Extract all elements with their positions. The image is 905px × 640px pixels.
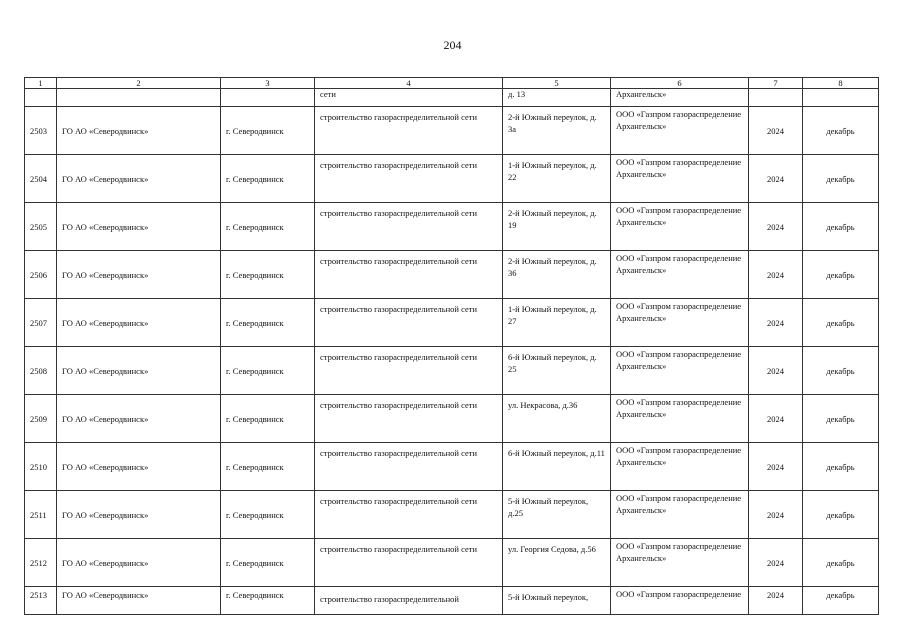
work-type-cell: строительство газораспределительной сети <box>315 491 503 539</box>
year-cell: 2024 <box>749 251 803 299</box>
organization-cell: ООО «Газпром газораспределение Архангельск» <box>611 491 749 539</box>
year-cell: 2024 <box>749 491 803 539</box>
month-cell: декабрь <box>803 299 879 347</box>
address-cell: д. 13 <box>503 89 611 107</box>
year-cell: 2024 <box>749 299 803 347</box>
address-cell: 1-й Южный переулок, д. 22 <box>503 155 611 203</box>
organization-cell: ООО «Газпром газораспределение Архангельск» <box>611 395 749 443</box>
work-type-cell: строительство газораспределительной сети <box>315 347 503 395</box>
locality-cell: г. Северодвинск <box>221 491 315 539</box>
year-cell: 2024 <box>749 587 803 615</box>
organization-cell: ООО «Газпром газораспределение <box>611 587 749 615</box>
year-cell: 2024 <box>749 347 803 395</box>
municipality-cell: ГО АО «Северодвинск» <box>57 395 221 443</box>
column-header: 2 <box>57 78 221 89</box>
month-cell: декабрь <box>803 155 879 203</box>
municipality-cell: ГО АО «Северодвинск» <box>57 539 221 587</box>
organization-cell: ООО «Газпром газораспределение Архангельск» <box>611 299 749 347</box>
table-cell <box>25 89 57 107</box>
table-row <box>25 587 879 615</box>
municipality-cell: ГО АО «Северодвинск» <box>57 251 221 299</box>
column-header: 1 <box>25 78 57 89</box>
organization-cell: ООО «Газпром газораспределение Архангельск» <box>611 347 749 395</box>
work-type-cell: сети <box>315 89 503 107</box>
address-cell: 2-й Южный переулок, д. 3а <box>503 107 611 155</box>
table-cell <box>803 89 879 107</box>
page-number: 204 <box>443 38 462 52</box>
table-cell <box>57 89 221 107</box>
locality-cell: г. Северодвинск <box>221 107 315 155</box>
address-cell: ул. Некрасова, д.36 <box>503 395 611 443</box>
organization-cell: Архангельск» <box>611 89 749 107</box>
work-type-cell: строительство газораспределительной сети <box>315 251 503 299</box>
year-cell: 2024 <box>749 395 803 443</box>
month-cell: декабрь <box>803 107 879 155</box>
locality-cell: г. Северодвинск <box>221 587 315 615</box>
table-row <box>25 251 879 299</box>
organization-cell: ООО «Газпром газораспределение Архангельск» <box>611 251 749 299</box>
column-header: 3 <box>221 78 315 89</box>
column-header: 8 <box>803 78 879 89</box>
address-cell: ул. Георгия Седова, д.56 <box>503 539 611 587</box>
work-type-cell: строительство газораспределительной сети <box>315 395 503 443</box>
row-number-cell: 2511 <box>25 491 57 539</box>
organization-cell: ООО «Газпром газораспределение Архангельск» <box>611 443 749 491</box>
column-number-header <box>25 78 879 89</box>
address-cell: 2-й Южный переулок, д. 19 <box>503 203 611 251</box>
locality-cell: г. Северодвинск <box>221 299 315 347</box>
table-row <box>25 299 879 347</box>
work-type-cell: строительство газораспределительной <box>315 587 503 615</box>
column-header: 5 <box>503 78 611 89</box>
locality-cell: г. Северодвинск <box>221 539 315 587</box>
municipality-cell: ГО АО «Северодвинск» <box>57 587 221 615</box>
municipality-cell: ГО АО «Северодвинск» <box>57 491 221 539</box>
row-number-cell: 2513 <box>25 587 57 615</box>
month-cell: декабрь <box>803 443 879 491</box>
locality-cell: г. Северодвинск <box>221 251 315 299</box>
locality-cell: г. Северодвинск <box>221 443 315 491</box>
row-number-cell: 2507 <box>25 299 57 347</box>
row-number-cell: 2508 <box>25 347 57 395</box>
municipality-cell: ГО АО «Северодвинск» <box>57 107 221 155</box>
table-row <box>25 443 879 491</box>
address-cell: 2-й Южный переулок, д. 36 <box>503 251 611 299</box>
year-cell: 2024 <box>749 155 803 203</box>
locality-cell: г. Северодвинск <box>221 347 315 395</box>
organization-cell: ООО «Газпром газораспределение Архангельск» <box>611 155 749 203</box>
municipality-cell: ГО АО «Северодвинск» <box>57 347 221 395</box>
municipality-cell: ГО АО «Северодвинск» <box>57 443 221 491</box>
organization-cell: ООО «Газпром газораспределение Архангельск» <box>611 539 749 587</box>
address-cell: 6-й Южный переулок, д.11 <box>503 443 611 491</box>
continuation-row <box>25 89 879 107</box>
table-row <box>25 155 879 203</box>
work-type-cell: строительство газораспределительной сети <box>315 299 503 347</box>
table-row <box>25 107 879 155</box>
row-number-cell: 2503 <box>25 107 57 155</box>
table-row <box>25 491 879 539</box>
gas-network-schedule-table <box>24 77 879 615</box>
row-number-cell: 2504 <box>25 155 57 203</box>
locality-cell: г. Северодвинск <box>221 395 315 443</box>
row-number-cell: 2505 <box>25 203 57 251</box>
address-cell: 6-й Южный переулок, д. 25 <box>503 347 611 395</box>
year-cell: 2024 <box>749 539 803 587</box>
organization-cell: ООО «Газпром газораспределение Архангельск» <box>611 203 749 251</box>
table-row <box>25 203 879 251</box>
column-header: 7 <box>749 78 803 89</box>
work-type-cell: строительство газораспределительной сети <box>315 443 503 491</box>
year-cell: 2024 <box>749 107 803 155</box>
row-number-cell: 2509 <box>25 395 57 443</box>
column-header: 4 <box>315 78 503 89</box>
municipality-cell: ГО АО «Северодвинск» <box>57 299 221 347</box>
work-type-cell: строительство газораспределительной сети <box>315 155 503 203</box>
year-cell: 2024 <box>749 203 803 251</box>
work-type-cell: строительство газораспределительной сети <box>315 539 503 587</box>
table-row <box>25 347 879 395</box>
work-type-cell: строительство газораспределительной сети <box>315 203 503 251</box>
table-row <box>25 539 879 587</box>
locality-cell: г. Северодвинск <box>221 203 315 251</box>
locality-cell: г. Северодвинск <box>221 155 315 203</box>
table-cell <box>221 89 315 107</box>
address-cell: 1-й Южный переулок, д. 27 <box>503 299 611 347</box>
municipality-cell: ГО АО «Северодвинск» <box>57 203 221 251</box>
work-type-cell: строительство газораспределительной сети <box>315 107 503 155</box>
organization-cell: ООО «Газпром газораспределение Архангельск» <box>611 107 749 155</box>
table-cell <box>749 89 803 107</box>
month-cell: декабрь <box>803 203 879 251</box>
address-cell: 5-й Южный переулок, <box>503 587 611 615</box>
month-cell: декабрь <box>803 491 879 539</box>
month-cell: декабрь <box>803 587 879 615</box>
municipality-cell: ГО АО «Северодвинск» <box>57 155 221 203</box>
month-cell: декабрь <box>803 251 879 299</box>
month-cell: декабрь <box>803 539 879 587</box>
row-number-cell: 2512 <box>25 539 57 587</box>
month-cell: декабрь <box>803 347 879 395</box>
column-header: 6 <box>611 78 749 89</box>
row-number-cell: 2510 <box>25 443 57 491</box>
year-cell: 2024 <box>749 443 803 491</box>
row-number-cell: 2506 <box>25 251 57 299</box>
month-cell: декабрь <box>803 395 879 443</box>
table-row <box>25 395 879 443</box>
address-cell: 5-й Южный переулок, д.25 <box>503 491 611 539</box>
